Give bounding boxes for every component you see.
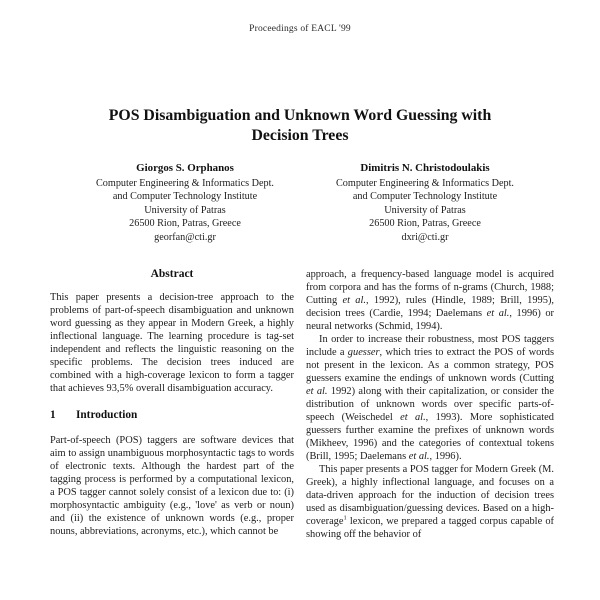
- author-affiliation-line: Computer Engineering & Informatics Dept.: [336, 178, 514, 189]
- author-name: Giorgos S. Orphanos: [136, 162, 234, 174]
- author-email: georfan@cti.gr: [154, 231, 216, 243]
- introduction-paragraph-1: Part-of-speech (POS) taggers are software devices that aim to assign unambiguous morphosyntactic tags to words of electronic texts. Although the hardest part of the tagging process is performed by a computational lexicon, a POS tagger cannot solely consist of a lexicon due to: (i) morphosyntactic ambiguity (e.g., 'love' as verb or noun) and (ii) the existence of unknown words (e.g., proper nouns, abbreviations, acronyms, etc.), which cannot be: [50, 435, 294, 537]
- section-number: 1: [50, 409, 56, 421]
- abstract-body: This paper presents a decision-tree approach to the problems of part-of-speech disambiguation and unknown word guessing as they appear in Modern Greek, a highly inflectional language. The learning procedure is tag-set independent and reflects the linguistic reasoning on the specific problems. The decision trees induced are combined with a high-coverage lexicon to form a tagger that achieves 93,5% overall disambiguation accuracy.: [50, 292, 294, 394]
- section-heading-introduction: [50, 408, 294, 422]
- right-column-paragraph-3: This paper presents a POS tagger for Modern Greek (M. Greek), a highly inflectional language, and focuses on a data-driven approach for the induction of decision trees used as disambiguation/guessing devices. Based on a high-coverage$^1$ lexicon, we prepared a tagged corpus capable of showing off the behavior of: [306, 464, 554, 540]
- left-column: [50, 268, 294, 538]
- author-block-christodoulakis: [294, 161, 556, 244]
- paper-title: [0, 106, 600, 146]
- right-column: [306, 268, 554, 541]
- abstract-heading: Abstract: [150, 268, 194, 280]
- right-column-paragraph-1: approach, a frequency-based language model is acquired from corpora and has the forms of n-grams (Church, 1988; Cutting et al., 1992), rules (Hindle, 1989; Brill, 1995), decision trees (Cardie, 1994; Daelemans et al., 1996) or neural networks (Schmid, 1994).: [306, 269, 555, 332]
- author-affiliation-line: and Computer Technology Institute: [112, 191, 258, 203]
- author-affiliation-line: and Computer Technology Institute: [352, 191, 498, 203]
- right-column-paragraph-2: In order to increase their robustness, most POS taggers include a guesser, which tries to extract the POS of words not present in the lexicon. As a common strategy, POS guessers examine the endings of unknown words (Cutting et al. 1992) along with their capitalization, or consider the distribution of unknown words over specific parts-of-speech (Weischedel et al., 1993). More sophisticated guessers further examine the prefixes of unknown words (Mikheev, 1996) and the categories of contextual tokens (Brill, 1995; Daelemans et al., 1996).: [306, 334, 554, 462]
- author-affiliation-line: 26500 Rion, Patras, Greece: [129, 218, 241, 230]
- section-title: Introduction: [76, 409, 138, 421]
- author-affiliation-line: 26500 Rion, Patras, Greece: [369, 218, 481, 230]
- author-affiliation-line: University of Patras: [384, 204, 466, 216]
- author-affiliation-line: University of Patras: [144, 204, 226, 216]
- proceedings-header: Proceedings of EACL '99: [249, 24, 351, 34]
- author-affiliation-line: Computer Engineering & Informatics Dept.: [96, 178, 274, 189]
- author-name: Dimitris N. Christodoulakis: [360, 162, 490, 174]
- author-email: dxri@cti.gr: [401, 231, 449, 243]
- paper-title-line-1: POS Disambiguation and Unknown Word Guessing with: [108, 107, 492, 124]
- author-block-orphanos: [54, 161, 316, 244]
- paper-title-line-2: Decision Trees: [251, 127, 349, 144]
